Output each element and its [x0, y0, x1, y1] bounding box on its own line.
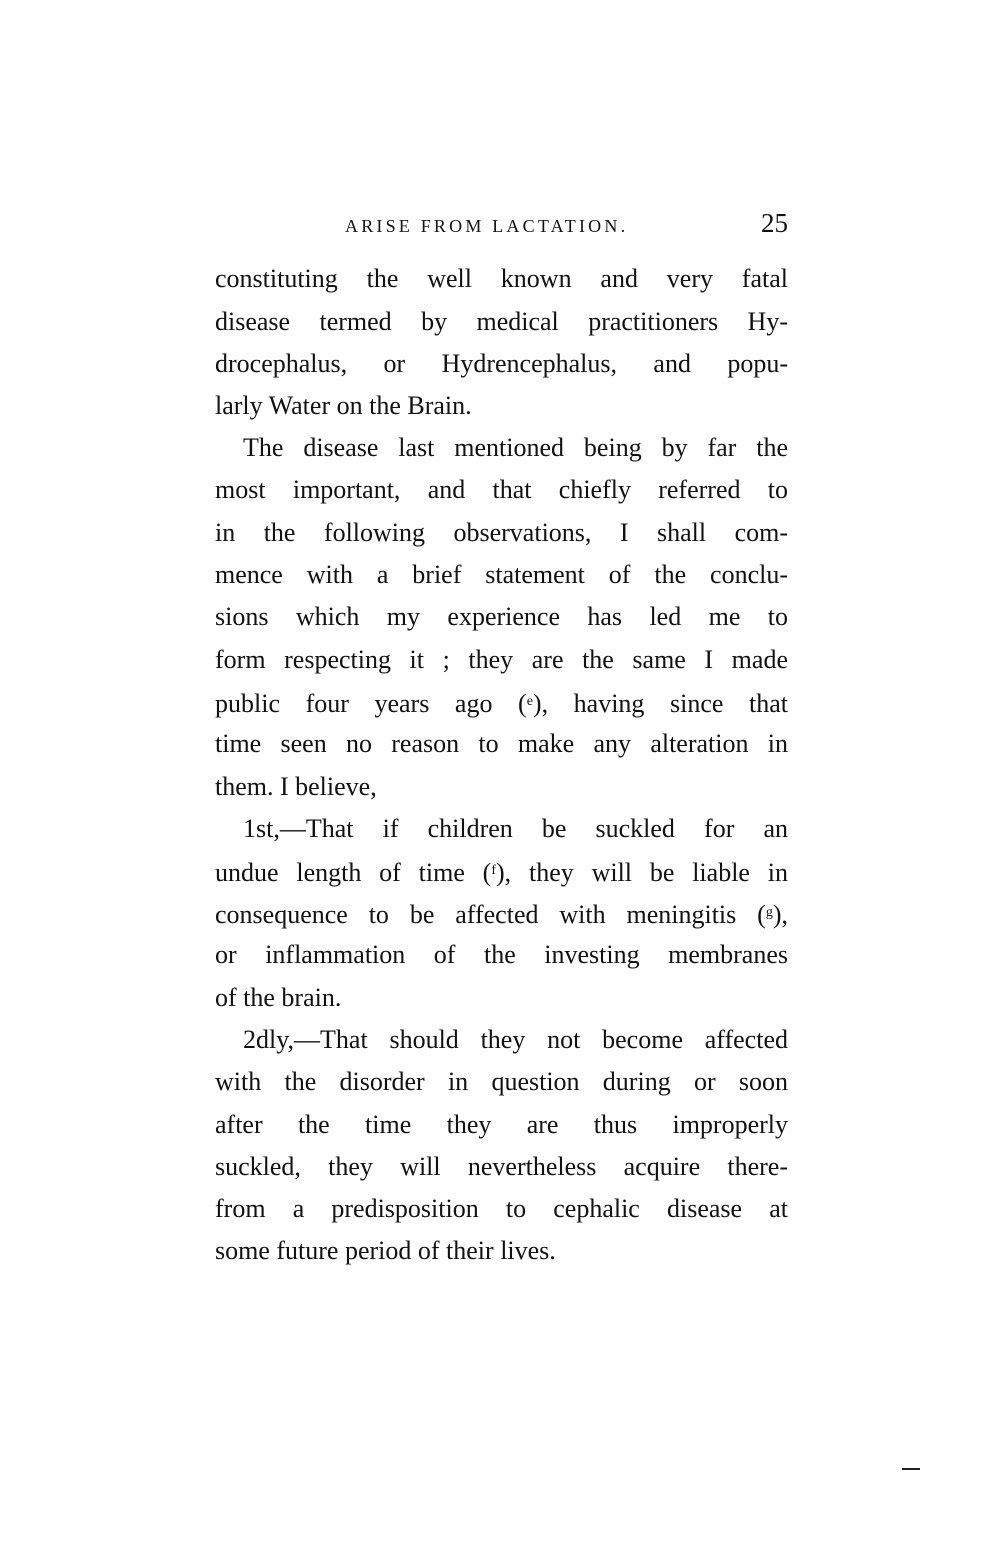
text-line: [215, 682, 788, 722]
text-line: form respecting it ; they are the same I made: [215, 645, 788, 674]
text-line: time seen no reason to make any alteration in: [215, 729, 788, 758]
text-line: most important, and that chiefly referred to: [215, 475, 788, 504]
text-segment: ), they will be liable in: [496, 858, 788, 887]
text-line: suckled, they will nevertheless acquire there-: [215, 1152, 788, 1181]
text-line: [215, 893, 788, 933]
margin-dash: [902, 1468, 920, 1470]
footnote-marker: f: [491, 863, 497, 878]
text-line: larly Water on the Brain.: [215, 391, 472, 420]
running-head: ARISE FROM LACTATION.: [345, 216, 629, 236]
text-segment: public four years ago (: [215, 689, 527, 718]
text-line: mence with a brief statement of the conclu-: [215, 560, 788, 589]
text-line: with the disorder in question during or soon: [215, 1067, 788, 1096]
text-segment: consequence to be affected with meningitis (: [215, 900, 766, 929]
text-line: The disease last mentioned being by far the: [243, 433, 788, 462]
text-line: from a predisposition to cephalic disease at: [215, 1194, 788, 1223]
text-line: some future period of their lives.: [215, 1236, 556, 1265]
page-header: [215, 208, 788, 248]
text-line: drocephalus, or Hydrencephalus, and popu-: [215, 349, 788, 378]
text-segment: ), having since that: [532, 689, 789, 718]
text-line: 2dly,—That should they not become affected: [243, 1025, 788, 1054]
text-line: disease termed by medical practitioners Hy-: [215, 307, 788, 336]
text-line: of the brain.: [215, 983, 342, 1012]
text-line: 1st,—That if children be suckled for an: [243, 814, 788, 843]
page-number: 25: [761, 208, 788, 238]
footnote-marker: g: [765, 905, 773, 920]
text-segment: ),: [772, 900, 788, 929]
text-segment: undue length of time (: [215, 858, 492, 887]
text-line: or inflammation of the investing membranes: [215, 940, 788, 969]
text-line: after the time they are thus improperly: [215, 1110, 788, 1139]
text-line: in the following observations, I shall com-: [215, 518, 788, 547]
text-line: sions which my experience has led me to: [215, 602, 788, 631]
text-line: them. I believe,: [215, 772, 377, 801]
text-line: [215, 851, 788, 891]
text-line: constituting the well known and very fatal: [215, 264, 788, 293]
footnote-marker: e: [526, 694, 533, 709]
